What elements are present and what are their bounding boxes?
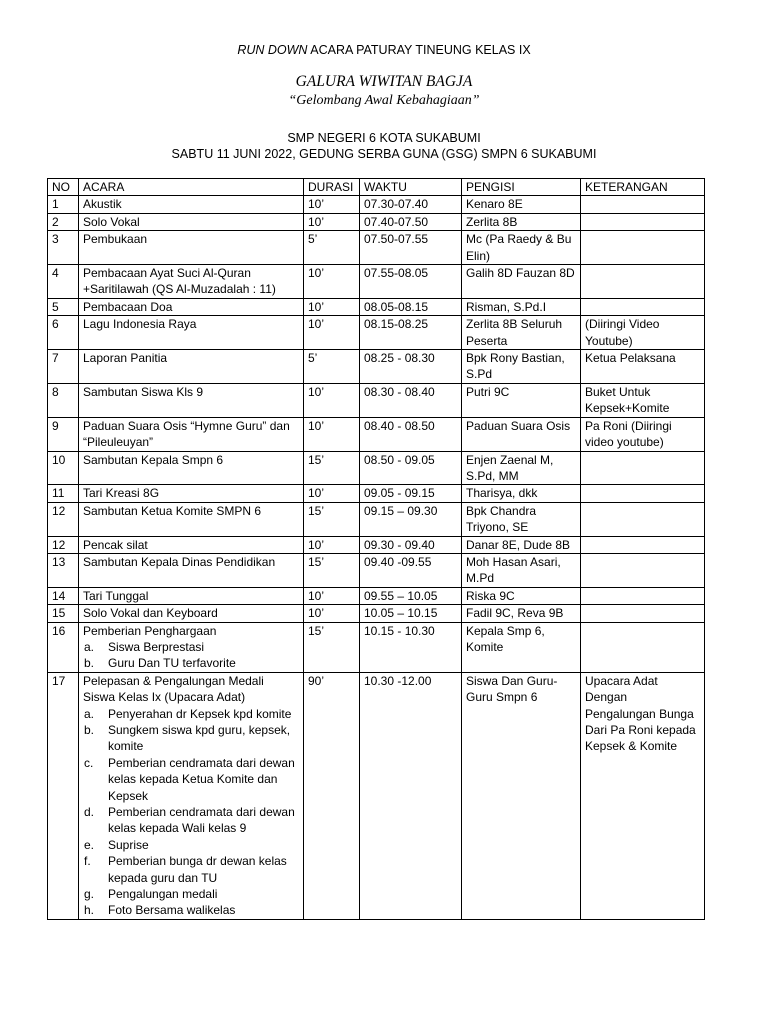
- cell-no: 16: [48, 622, 79, 672]
- cell-pengisi: Bpk Rony Bastian, S.Pd: [462, 350, 581, 384]
- document-heading: [0, 43, 768, 57]
- sub-item-marker: a.: [84, 639, 95, 654]
- sub-item: [83, 804, 299, 837]
- cell-durasi: 10’: [304, 485, 360, 502]
- cell-no: 9: [48, 417, 79, 451]
- header-acara: ACARA: [79, 179, 304, 196]
- cell-acara: Tari Kreasi 8G: [79, 485, 304, 502]
- cell-acara: Lagu Indonesia Raya: [79, 316, 304, 350]
- cell-durasi: 90’: [304, 672, 360, 919]
- cell-keterangan: [581, 536, 705, 553]
- cell-pengisi: Tharisya, dkk: [462, 485, 581, 502]
- event-title: GALURA WIWITAN BAGJA: [295, 73, 473, 90]
- sub-item: [83, 902, 299, 918]
- cell-keterangan: [581, 231, 705, 265]
- cell-acara: Pembacaan Ayat Suci Al-Quran +Saritilawah (QS Al-Muzadalah : 11): [79, 265, 304, 299]
- sub-item-text: Pemberian bunga dr dewan kelas kepada guru dan TU: [108, 854, 287, 885]
- cell-keterangan: [581, 485, 705, 502]
- cell-acara: Pencak silat: [79, 536, 304, 553]
- cell-no: 17: [48, 672, 79, 919]
- cell-waktu: 09.30 - 09.40: [360, 536, 462, 553]
- cell-acara: Akustik: [79, 196, 304, 213]
- table-row: [48, 298, 705, 315]
- sub-item: [83, 639, 299, 655]
- cell-keterangan: Ketua Pelaksana: [581, 350, 705, 384]
- header-durasi: DURASI: [304, 179, 360, 196]
- cell-pengisi: Putri 9C: [462, 383, 581, 417]
- cell-durasi: 10’: [304, 536, 360, 553]
- cell-keterangan: [581, 451, 705, 485]
- table-row: [48, 350, 705, 384]
- cell-no: 11: [48, 485, 79, 502]
- cell-keterangan: [581, 196, 705, 213]
- cell-no: 2: [48, 213, 79, 230]
- cell-durasi: 10’: [304, 587, 360, 604]
- cell-pengisi: Fadil 9C, Reva 9B: [462, 605, 581, 622]
- cell-no: 5: [48, 298, 79, 315]
- heading-run-down: RUN DOWN: [237, 43, 308, 57]
- cell-durasi: 10’: [304, 417, 360, 451]
- cell-durasi: 10’: [304, 265, 360, 299]
- school-name: SMP NEGERI 6 KOTA SUKABUMI: [287, 131, 481, 145]
- table-row: [48, 622, 705, 672]
- sub-item: [83, 706, 299, 722]
- header-keterangan: KETERANGAN: [581, 179, 705, 196]
- sub-item-text: Sungkem siswa kpd guru, kepsek, komite: [108, 723, 291, 754]
- cell-durasi: 10’: [304, 298, 360, 315]
- cell-no: 7: [48, 350, 79, 384]
- header-no: NO: [48, 179, 79, 196]
- sub-item-text: Pemberian cendramata dari dewan kelas kepada Wali kelas 9: [108, 805, 295, 836]
- sub-item-marker: e.: [84, 837, 95, 852]
- cell-waktu: 08.40 - 08.50: [360, 417, 462, 451]
- cell-keterangan: Upacara Adat Dengan Pengalungan Bunga Dari Pa Roni kepada Kepsek & Komite: [581, 672, 705, 919]
- cell-pengisi: Kenaro 8E: [462, 196, 581, 213]
- table-row: [48, 672, 705, 919]
- sub-item-marker: b.: [84, 723, 95, 737]
- acara-title: Pelepasan & Pengalungan Medali Siswa Kelas Ix (Upacara Adat): [83, 673, 264, 705]
- cell-durasi: 15’: [304, 553, 360, 587]
- cell-acara: Pembukaan: [79, 231, 304, 265]
- table-row: [48, 553, 705, 587]
- table-row: [48, 213, 705, 230]
- cell-acara: Sambutan Kepala Smpn 6: [79, 451, 304, 485]
- cell-waktu: 08.30 - 08.40: [360, 383, 462, 417]
- table-row: [48, 605, 705, 622]
- cell-no: 10: [48, 451, 79, 485]
- cell-pengisi: Mc (Pa Raedy & Bu Elin): [462, 231, 581, 265]
- sub-item-list: [83, 706, 299, 919]
- cell-waktu: 08.05-08.15: [360, 298, 462, 315]
- cell-durasi: 10’: [304, 383, 360, 417]
- header-pengisi: PENGISI: [462, 179, 581, 196]
- cell-pengisi: Danar 8E, Dude 8B: [462, 536, 581, 553]
- cell-acara: Sambutan Ketua Komite SMPN 6: [79, 502, 304, 536]
- rundown-table: [47, 178, 705, 920]
- cell-acara: Solo Vokal dan Keyboard: [79, 605, 304, 622]
- cell-pengisi: Siswa Dan Guru-Guru Smpn 6: [462, 672, 581, 919]
- cell-keterangan: [581, 553, 705, 587]
- sub-item-marker: b.: [84, 656, 95, 671]
- sub-item: [83, 837, 299, 853]
- table-row: [48, 417, 705, 451]
- sub-item-text: Foto Bersama walikelas: [108, 903, 236, 918]
- cell-keterangan: [581, 265, 705, 299]
- cell-waktu: 09.55 – 10.05: [360, 587, 462, 604]
- cell-no: 12: [48, 502, 79, 536]
- cell-acara: Tari Tunggal: [79, 587, 304, 604]
- event-subtitle: “Gelombang Awal Kebahagiaan”: [288, 93, 480, 108]
- sub-item-marker: a.: [84, 706, 95, 721]
- cell-no: 4: [48, 265, 79, 299]
- cell-keterangan: [581, 622, 705, 672]
- sub-item-text: Guru Dan TU terfavorite: [108, 656, 236, 671]
- table-row: [48, 587, 705, 604]
- cell-keterangan: [581, 298, 705, 315]
- cell-durasi: 15’: [304, 451, 360, 485]
- table-row: [48, 383, 705, 417]
- sub-item-marker: d.: [84, 805, 95, 820]
- cell-keterangan: [581, 605, 705, 622]
- cell-durasi: 10’: [304, 605, 360, 622]
- sub-item-marker: h.: [84, 903, 95, 918]
- sub-item: [83, 886, 299, 902]
- cell-keterangan: [581, 213, 705, 230]
- cell-durasi: 15’: [304, 622, 360, 672]
- cell-pengisi: Risman, S.Pd.I: [462, 298, 581, 315]
- table-row: [48, 265, 705, 299]
- table-row: [48, 451, 705, 485]
- table-row: [48, 316, 705, 350]
- cell-waktu: 08.50 - 09.05: [360, 451, 462, 485]
- sub-item: [83, 655, 299, 671]
- sub-item-text: Pemberian cendramata dari dewan kelas kepada Ketua Komite dan Kepsek: [108, 755, 295, 803]
- sub-item: [83, 853, 299, 886]
- cell-no: 1: [48, 196, 79, 213]
- cell-acara: Pembacaan Doa: [79, 298, 304, 315]
- cell-keterangan: Pa Roni (Diiringi video youtube): [581, 417, 705, 451]
- cell-pengisi: Riska 9C: [462, 587, 581, 604]
- cell-acara: [79, 622, 304, 672]
- sub-item-marker: c.: [84, 755, 94, 770]
- cell-durasi: 5’: [304, 350, 360, 384]
- cell-durasi: 15’: [304, 502, 360, 536]
- table-row: [48, 502, 705, 536]
- cell-acara: Laporan Panitia: [79, 350, 304, 384]
- cell-durasi: 10’: [304, 213, 360, 230]
- table-row: [48, 231, 705, 265]
- cell-no: 12: [48, 536, 79, 553]
- cell-pengisi: Bpk Chandra Triyono, SE: [462, 502, 581, 536]
- sub-item: [83, 722, 299, 755]
- cell-keterangan: Buket Untuk Kepsek+Komite: [581, 383, 705, 417]
- cell-waktu: 10.15 - 10.30: [360, 622, 462, 672]
- heading-rest: ACARA PATURAY TINEUNG KELAS IX: [307, 43, 531, 57]
- cell-pengisi: Moh Hasan Asari, M.Pd: [462, 553, 581, 587]
- cell-waktu: 07.40-07.50: [360, 213, 462, 230]
- cell-no: 13: [48, 553, 79, 587]
- cell-acara: [79, 672, 304, 919]
- sub-item-text: Suprise: [108, 837, 149, 852]
- cell-no: 3: [48, 231, 79, 265]
- sub-item-text: Penyerahan dr Kepsek kpd komite: [108, 706, 292, 721]
- table-row: [48, 485, 705, 502]
- cell-pengisi: Enjen Zaenal M, S.Pd, MM: [462, 451, 581, 485]
- sub-item-list: [83, 639, 299, 672]
- cell-waktu: 09.40 -09.55: [360, 553, 462, 587]
- cell-keterangan: [581, 502, 705, 536]
- cell-waktu: 07.30-07.40: [360, 196, 462, 213]
- cell-waktu: 08.25 - 08.30: [360, 350, 462, 384]
- sub-item: [83, 755, 299, 804]
- table-header-row: [48, 179, 705, 196]
- cell-keterangan: [581, 587, 705, 604]
- sub-item-marker: g.: [84, 887, 95, 902]
- header-waktu: WAKTU: [360, 179, 462, 196]
- table-row: [48, 536, 705, 553]
- cell-waktu: 10.05 – 10.15: [360, 605, 462, 622]
- cell-waktu: 07.50-07.55: [360, 231, 462, 265]
- cell-durasi: 10’: [304, 316, 360, 350]
- date-and-place: SABTU 11 JUNI 2022, GEDUNG SERBA GUNA (GSG) SMPN 6 SUKABUMI: [171, 147, 597, 161]
- cell-acara: Sambutan Kepala Dinas Pendidikan: [79, 553, 304, 587]
- cell-durasi: 5’: [304, 231, 360, 265]
- cell-acara: Paduan Suara Osis “Hymne Guru” dan “Pileuleuyan”: [79, 417, 304, 451]
- cell-no: 8: [48, 383, 79, 417]
- sub-item-marker: f.: [84, 854, 91, 869]
- cell-waktu: 10.30 -12.00: [360, 672, 462, 919]
- cell-keterangan: (Diiringi Video Youtube): [581, 316, 705, 350]
- cell-no: 6: [48, 316, 79, 350]
- cell-acara: Solo Vokal: [79, 213, 304, 230]
- cell-acara: Sambutan Siswa Kls 9: [79, 383, 304, 417]
- acara-title: Pemberian Penghargaan: [83, 623, 217, 638]
- cell-no: 15: [48, 605, 79, 622]
- cell-pengisi: Zerlita 8B Seluruh Peserta: [462, 316, 581, 350]
- cell-durasi: 10’: [304, 196, 360, 213]
- cell-no: 14: [48, 587, 79, 604]
- cell-pengisi: Galih 8D Fauzan 8D: [462, 265, 581, 299]
- cell-pengisi: Kepala Smp 6, Komite: [462, 622, 581, 672]
- cell-pengisi: Zerlita 8B: [462, 213, 581, 230]
- cell-pengisi: Paduan Suara Osis: [462, 417, 581, 451]
- sub-item-text: Siswa Berprestasi: [108, 639, 205, 654]
- cell-waktu: 07.55-08.05: [360, 265, 462, 299]
- sub-item-text: Pengalungan medali: [108, 887, 218, 902]
- cell-waktu: 09.05 - 09.15: [360, 485, 462, 502]
- table-row: [48, 196, 705, 213]
- cell-waktu: 09.15 – 09.30: [360, 502, 462, 536]
- cell-waktu: 08.15-08.25: [360, 316, 462, 350]
